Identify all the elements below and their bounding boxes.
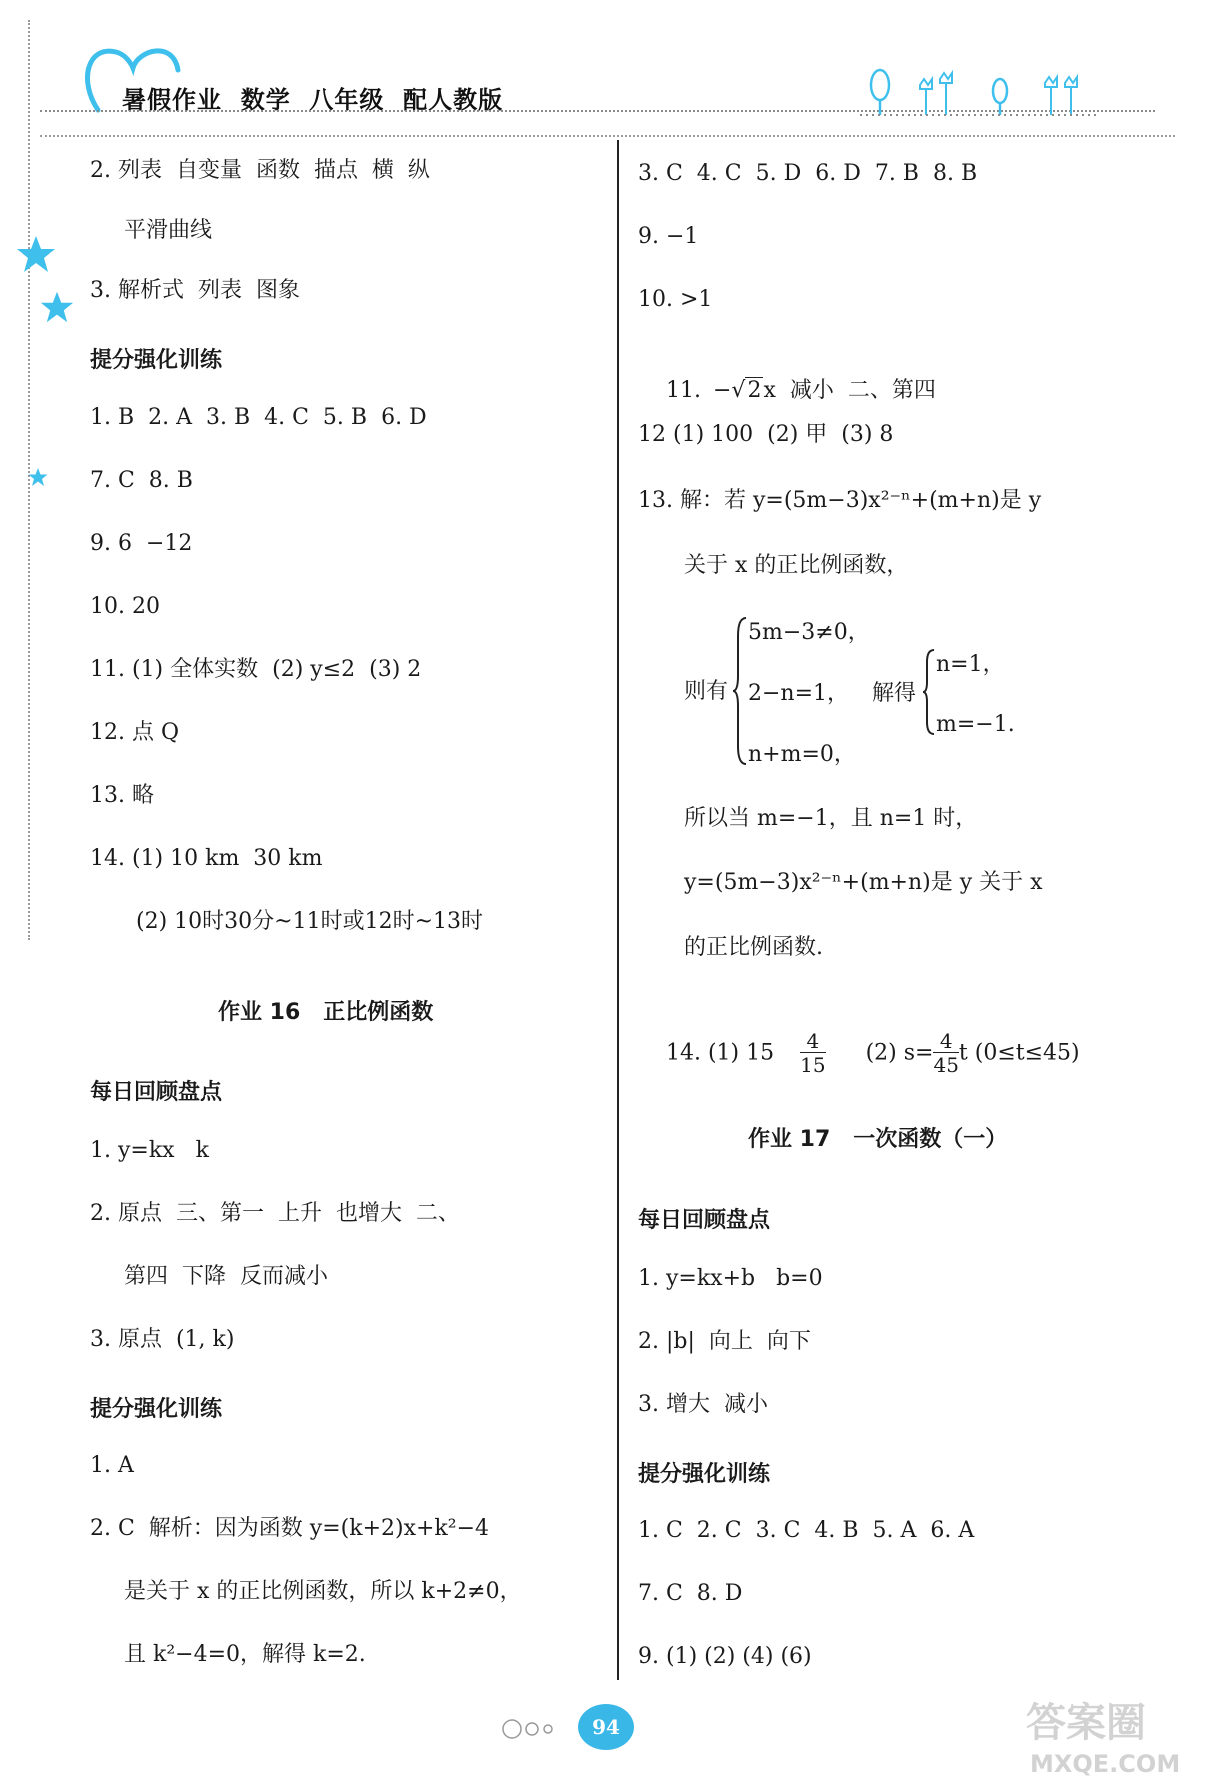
sqrt-symbol: √ xyxy=(731,378,746,403)
page-number: 94 xyxy=(578,1704,634,1750)
answer-line: 10. 20 xyxy=(90,594,160,619)
answer-line: 3. C 4. C 5. D 6. D 7. B 8. B xyxy=(638,161,978,186)
trees-decoration-icon xyxy=(860,65,1100,120)
answer-line: 1. y=kx k xyxy=(90,1138,209,1163)
section-heading: 每日回顾盘点 xyxy=(90,1080,223,1105)
answer-line: (2) 10时30分~11时或12时~13时 xyxy=(136,909,483,934)
answer-part: t (0≤t≤45) xyxy=(958,1040,1080,1066)
fraction xyxy=(800,1031,825,1076)
left-brace xyxy=(732,616,748,766)
star-icon xyxy=(16,232,56,276)
watermark-logo-icon xyxy=(1020,1690,1190,1780)
numerator: 4 xyxy=(806,1029,820,1054)
answer-line: 3. 解析式 列表 图象 xyxy=(90,278,300,303)
solution: m=−1. xyxy=(936,712,1015,737)
equation: n+m=0， xyxy=(748,742,856,767)
header-underline xyxy=(40,135,1175,137)
answer-line: 10. >1 xyxy=(638,287,713,312)
answer-line: 9. (1) (2) (4) (6) xyxy=(638,1644,812,1669)
answer-line: 1. C 2. C 3. C 4. B 5. A 6. A xyxy=(638,1518,975,1543)
solve-label: 解得 xyxy=(872,681,917,706)
fraction xyxy=(933,1031,958,1076)
section-heading: 提分强化训练 xyxy=(90,348,223,373)
equation: 5m−3≠0， xyxy=(748,620,870,645)
answer-line: 第四 下降 反而减小 xyxy=(124,1264,328,1289)
answer-line: 9. −1 xyxy=(638,224,699,249)
solution: n=1， xyxy=(936,652,1005,677)
answer-line: 且 k²−4=0，解得 k=2. xyxy=(124,1642,366,1667)
answer-line: 12 (1) 100 (2) 甲 (3) 8 xyxy=(638,422,894,447)
denominator: 45 xyxy=(933,1053,959,1078)
section-heading: 提分强化训练 xyxy=(638,1462,771,1487)
equation: 2−n=1， xyxy=(748,681,850,706)
answer-line: 的正比例函数. xyxy=(684,935,823,960)
answer-line: 1. A xyxy=(90,1453,134,1478)
left-brace xyxy=(922,648,936,736)
system-label: 则有 xyxy=(684,679,729,704)
answer-tail: x 减小 二、第四 xyxy=(763,378,936,403)
star-icon xyxy=(28,467,48,487)
svg-text:答案圈: 答案圈 xyxy=(1026,1700,1146,1746)
answer-line: 7. C 8. D xyxy=(638,1581,743,1606)
answer-line: 12. 点 Q xyxy=(90,720,180,745)
answer-line: 2. 列表 自变量 函数 描点 横 纵 xyxy=(90,158,430,183)
answer-line: 关于 x 的正比例函数， xyxy=(684,553,909,578)
star-icon xyxy=(40,290,74,324)
answer-line: 平滑曲线 xyxy=(124,218,213,243)
header-title: 暑假作业 数学 八年级 配人教版 xyxy=(122,86,504,114)
answer-line: 1. B 2. A 3. B 4. C 5. B 6. D xyxy=(90,405,427,430)
answer-line: y=(5m−3)x²⁻ⁿ+(m+n)是 y 关于 x xyxy=(684,870,1043,895)
answer-line: 是关于 x 的正比例函数，所以 k+2≠0， xyxy=(124,1579,522,1604)
svg-text:MXQE.COM: MXQE.COM xyxy=(1030,1750,1181,1778)
answer-line: 1. y=kx+b b=0 xyxy=(638,1266,823,1291)
answer-line xyxy=(638,1005,1080,1103)
answer-line: 7. C 8. B xyxy=(90,468,193,493)
section-heading: 提分强化训练 xyxy=(90,1397,223,1422)
numerator: 4 xyxy=(939,1029,953,1054)
answer-part: (2) s= xyxy=(865,1040,934,1066)
homework-title: 作业 17 一次函数（一） xyxy=(748,1127,1008,1152)
watermark xyxy=(1020,1690,1190,1784)
answer-line: 2. C 解析：因为函数 y=(k+2)x+k²−4 xyxy=(90,1516,490,1541)
answer-line: 13. 略 xyxy=(90,783,154,808)
item-number: 11. xyxy=(665,378,701,403)
answer-line: 11. (1) 全体实数 (2) y≤2 (3) 2 xyxy=(90,657,422,682)
page-decoration-icon xyxy=(500,1712,580,1746)
answer-part: 14. (1) 15 xyxy=(665,1040,775,1066)
answer-line: 所以当 m=−1，且 n=1 时， xyxy=(684,806,978,831)
column-divider xyxy=(617,140,619,1680)
answer-line: 9. 6 −12 xyxy=(90,531,193,556)
answer-line: 2. 原点 三、第一 上升 也增大 二、 xyxy=(90,1201,460,1226)
section-heading: 每日回顾盘点 xyxy=(638,1208,771,1233)
homework-title: 作业 16 正比例函数 xyxy=(218,1000,434,1025)
answer-line: 13. 解：若 y=(5m−3)x²⁻ⁿ+(m+n)是 y xyxy=(638,488,1042,513)
minus-sign: − xyxy=(712,378,732,403)
answer-line xyxy=(638,358,936,424)
answer-line: 3. 原点 (1, k) xyxy=(90,1327,235,1352)
sqrt-radicand: 2 xyxy=(747,378,762,403)
denominator: 15 xyxy=(800,1053,826,1078)
answer-line: 14. (1) 10 km 30 km xyxy=(90,846,323,871)
answer-line: 2. |b| 向上 向下 xyxy=(638,1329,811,1354)
answer-line: 3. 增大 减小 xyxy=(638,1392,768,1417)
